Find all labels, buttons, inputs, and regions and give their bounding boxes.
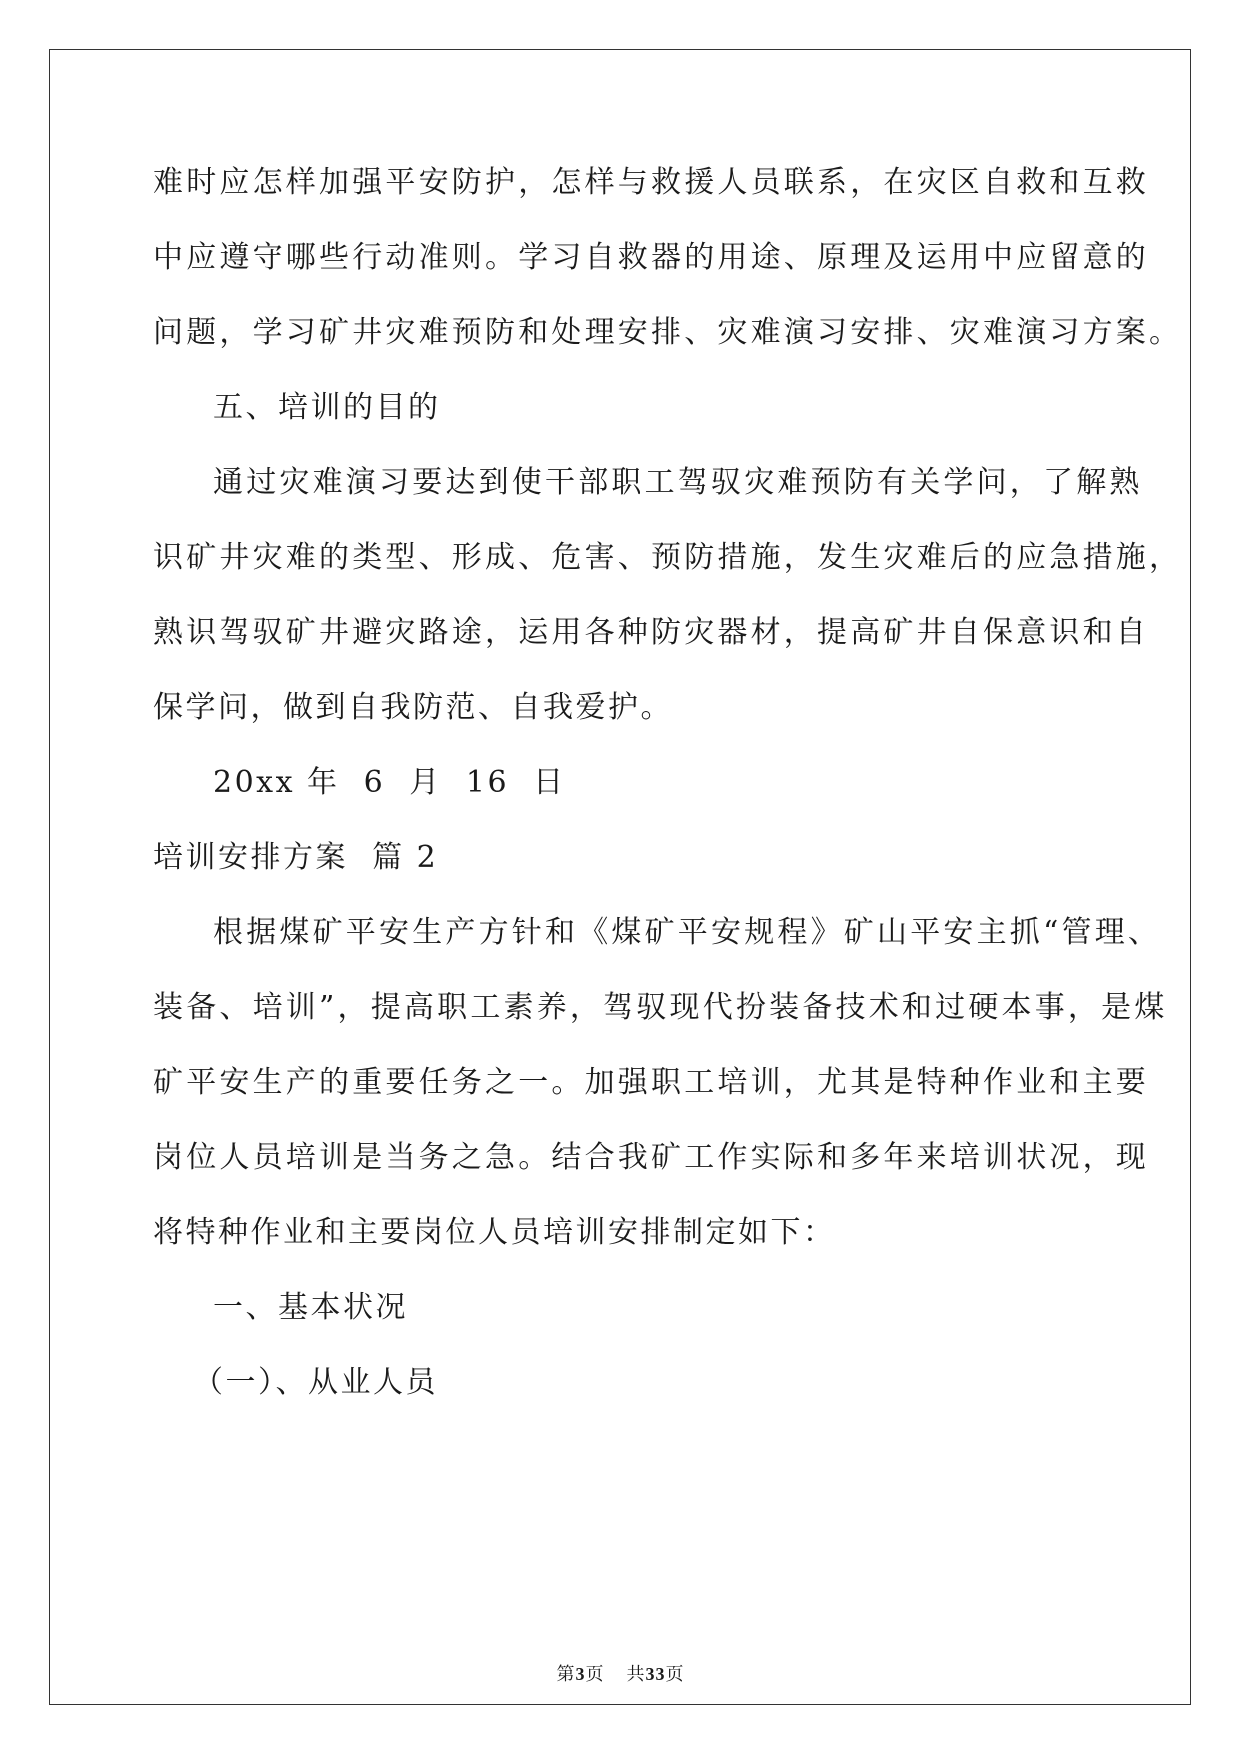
paragraph-line: 装备、培训”，提高职工素养，驾驭现代扮装备技术和过硬本事，是煤 [153,990,1168,1025]
paragraph-line: 保学问，做到自我防范、自我爱护。 [153,690,673,725]
total-suffix: 页 [665,1664,685,1685]
paragraph-line: 难时应怎样加强平安防护，怎样与救援人员联系，在灾区自救和互救 [153,165,1149,200]
section-heading: 五、培训的目的 [213,390,441,425]
page-number: 3 [575,1664,586,1684]
section-heading: 一、基本状况 [213,1290,408,1325]
paragraph-line: 熟识驾驭矿井避灾路途，运用各种防灾器材，提高矿井自保意识和自 [153,615,1149,650]
paragraph-line: 问题，学习矿井灾难预防和处理安排、灾难演习安排、灾难演习方案。 [153,315,1183,350]
paragraph-line: 识矿井灾难的类型、形成、危害、预防措施，发生灾难后的应急措施， [153,540,1183,575]
page-prefix: 第 [556,1664,576,1685]
subsection-heading: （一）、从业人员 [193,1365,438,1400]
date-line: 20xx 年 6 月 16 日 [213,765,566,800]
total-prefix: 共 [626,1664,646,1685]
page-suffix: 页 [585,1664,605,1685]
page-total: 33 [645,1664,666,1684]
paragraph-line: 矿平安生产的重要任务之一。加强职工培训，尤其是特种作业和主要 [153,1065,1149,1100]
paragraph-line: 中应遵守哪些行动准则。学习自救器的用途、原理及运用中应留意的 [153,240,1149,275]
page-footer [0,1660,1241,1686]
paragraph-line: 将特种作业和主要岗位人员培训安排制定如下： [153,1215,836,1250]
paragraph-line: 岗位人员培训是当务之急。结合我矿工作实际和多年来培训状况，现 [153,1140,1149,1175]
article-title: 培训安排方案 篇 2 [153,840,439,875]
paragraph-line: 通过灾难演习要达到使干部职工驾驭灾难预防有关学问，了解熟 [213,465,1143,500]
paragraph-line: 根据煤矿平安生产方针和《煤矿平安规程》矿山平安主抓“管理、 [213,915,1162,950]
